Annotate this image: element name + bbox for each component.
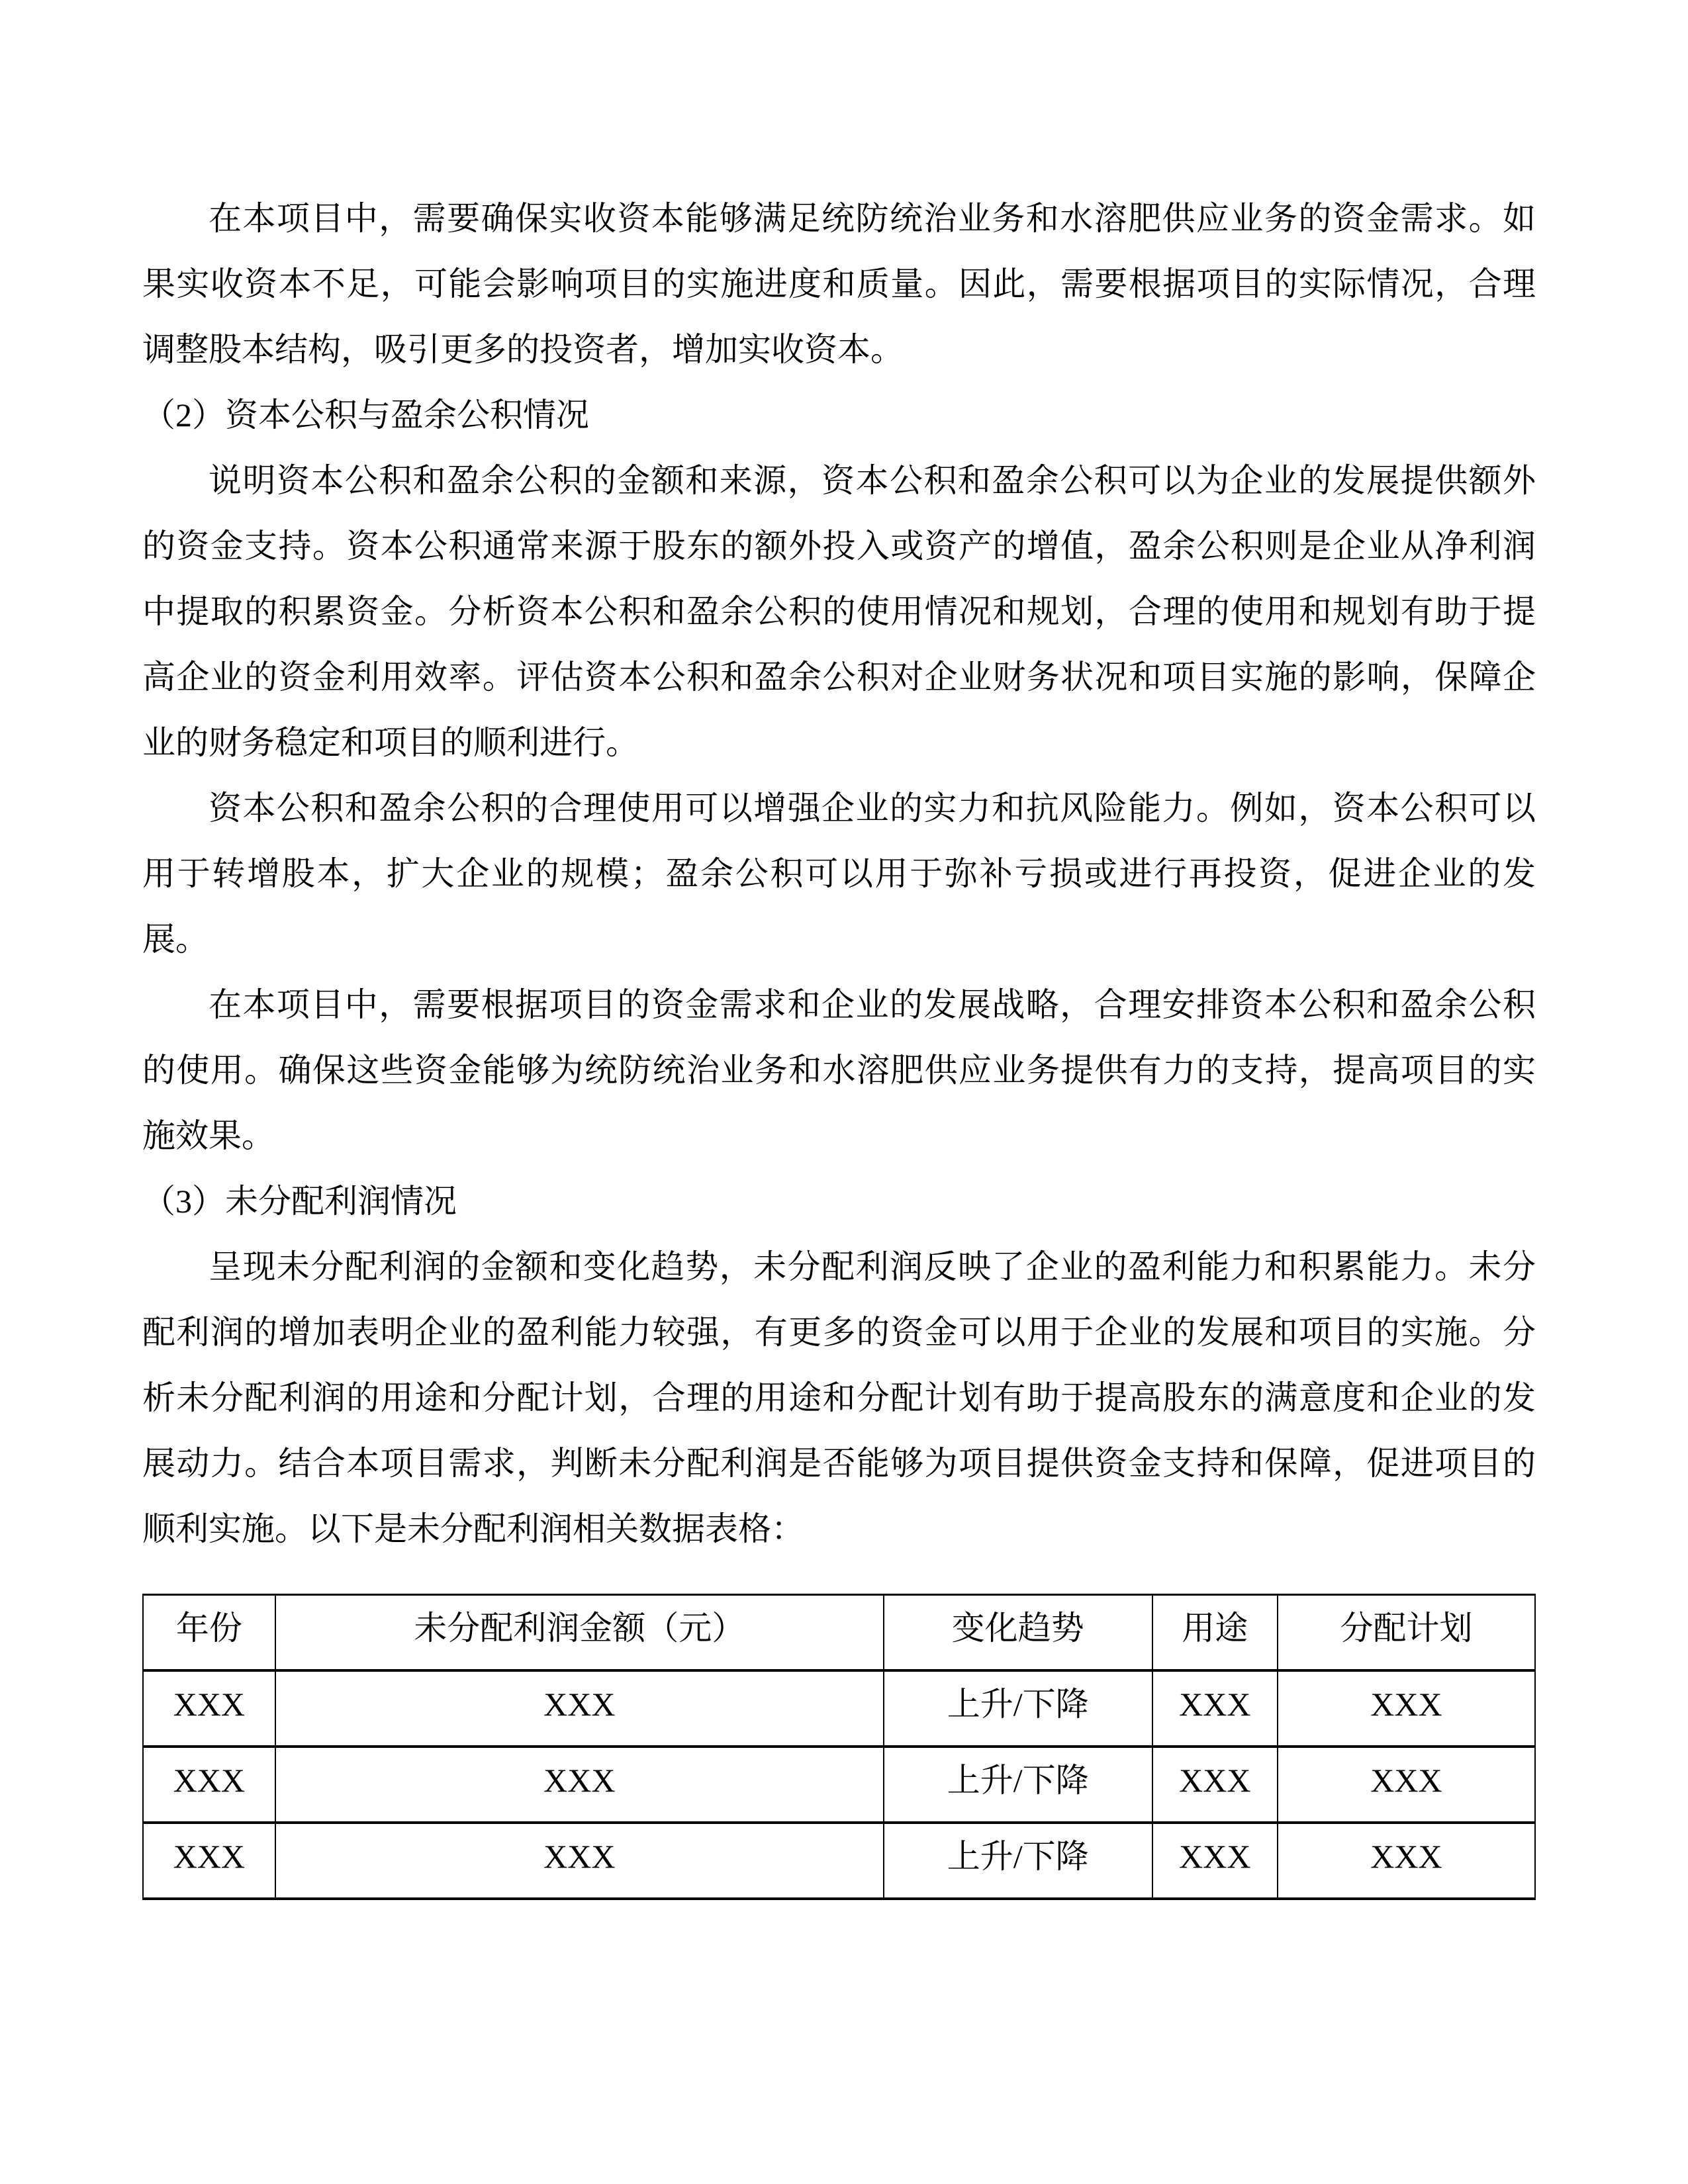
paragraph-line: 顺利实施。以下是未分配利润相关数据表格：: [142, 1510, 804, 1547]
paragraph-line: 资本公积和盈余公积的合理使用可以增强企业的实力和抗风险能力。例如，资本公积可以: [209, 790, 1536, 827]
paragraph-line: 调整股本结构，吸引更多的投资者，增加实收资本。: [142, 331, 904, 368]
table-cell: XXX: [1278, 1823, 1535, 1899]
table-cell: 上升/下降: [884, 1747, 1152, 1823]
table-cell: 上升/下降: [884, 1670, 1152, 1747]
paragraph-line: 析未分配利润的用途和分配计划，合理的用途和分配计划有助于提高股东的满意度和企业的发: [142, 1379, 1536, 1416]
paragraph-line: 中提取的积累资金。分析资本公积和盈余公积的使用情况和规划，合理的使用和规划有助于提: [142, 593, 1536, 630]
section-heading-undistributed-profit: （3）未分配利润情况: [142, 1183, 457, 1220]
table-cell: XXX: [1152, 1747, 1278, 1823]
paragraph-line: 在本项目中，需要根据项目的资金需求和企业的发展战略，合理安排资本公积和盈余公积: [209, 986, 1536, 1023]
paragraph-line: 果实收资本不足，可能会影响项目的实施进度和质量。因此，需要根据项目的实际情况，合理: [142, 265, 1536, 302]
table-cell: XXX: [143, 1747, 275, 1823]
undistributed-profit-table: [142, 1594, 1536, 1900]
table-cell: 上升/下降: [884, 1823, 1152, 1899]
paragraph-line: 业的财务稳定和项目的顺利进行。: [142, 724, 639, 761]
paragraph: [142, 972, 1536, 1169]
paragraph-line: 的资金支持。资本公积通常来源于股东的额外投入或资产的增值，盈余公积则是企业从净利润: [142, 527, 1536, 565]
table-header-row: [143, 1595, 1535, 1670]
table-cell: XXX: [275, 1747, 884, 1823]
paragraph-line: 高企业的资金利用效率。评估资本公积和盈余公积对企业财务状况和项目实施的影响，保障企: [142, 659, 1536, 696]
paragraph-line: 说明资本公积和盈余公积的金额和来源，资本公积和盈余公积可以为企业的发展提供额外: [209, 462, 1536, 499]
section-heading-capital-reserve: （2）资本公积与盈余公积情况: [142, 396, 589, 433]
paragraph: [142, 448, 1536, 776]
table-header-cell-plan: 分配计划: [1278, 1595, 1535, 1670]
paragraph: [142, 776, 1536, 972]
table-cell: XXX: [143, 1823, 275, 1899]
paragraph-line: 配利润的增加表明企业的盈利能力较强，有更多的资金可以用于企业的发展和项目的实施。分: [142, 1314, 1536, 1351]
table-row: [143, 1823, 1535, 1899]
table-cell: XXX: [143, 1670, 275, 1747]
table-cell: XXX: [275, 1823, 884, 1899]
table-cell: XXX: [275, 1670, 884, 1747]
table-cell: XXX: [1152, 1823, 1278, 1899]
paragraph-line: 呈现未分配利润的金额和变化趋势，未分配利润反映了企业的盈利能力和积累能力。未分: [209, 1248, 1536, 1285]
paragraph: [142, 186, 1536, 383]
paragraph-line: 的使用。确保这些资金能够为统防统治业务和水溶肥供应业务提供有力的支持，提高项目的实: [142, 1052, 1536, 1089]
table-header-cell-amount: 未分配利润金额（元）: [275, 1595, 884, 1670]
paragraph-line: 展动力。结合本项目需求，判断未分配利润是否能够为项目提供资金支持和保障，促进项目的: [142, 1445, 1536, 1482]
paragraph: [142, 1234, 1536, 1562]
paragraph-line: 展。: [142, 921, 209, 958]
paragraph-line: 施效果。: [142, 1117, 275, 1154]
paragraph-line: 在本项目中，需要确保实收资本能够满足统防统治业务和水溶肥供应业务的资金需求。如: [209, 200, 1536, 237]
table-cell: XXX: [1278, 1670, 1535, 1747]
table-header-cell-use: 用途: [1152, 1595, 1278, 1670]
table-row: [143, 1670, 1535, 1747]
table-cell: XXX: [1152, 1670, 1278, 1747]
table-header-cell-year: 年份: [143, 1595, 275, 1670]
paragraph-line: 用于转增股本，扩大企业的规模；盈余公积可以用于弥补亏损或进行再投资，促进企业的发: [142, 855, 1536, 892]
table-cell: XXX: [1278, 1747, 1535, 1823]
table-header-cell-trend: 变化趋势: [884, 1595, 1152, 1670]
document-body: [142, 186, 1536, 1900]
table-row: [143, 1747, 1535, 1823]
